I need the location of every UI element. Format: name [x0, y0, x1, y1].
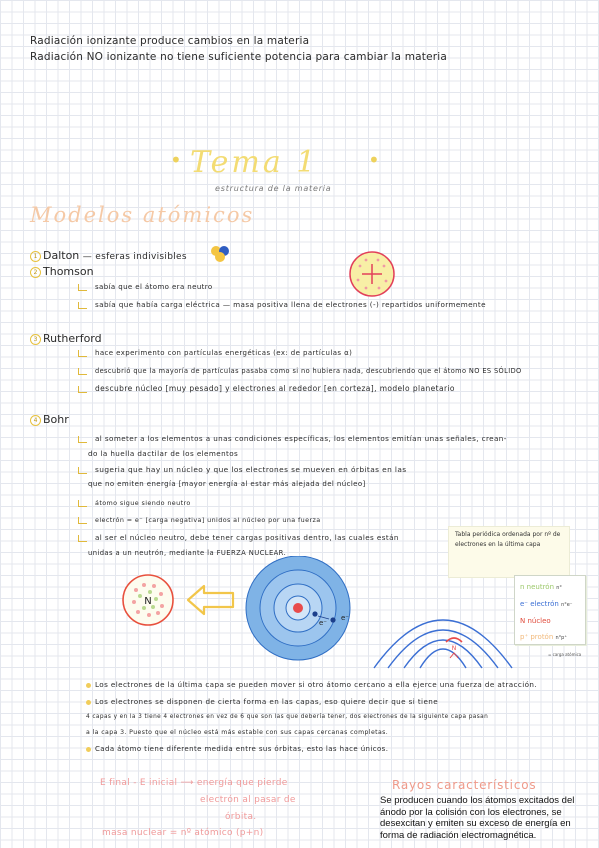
rutherford-item-3: descubre núcleo [muy pesado] y electrones al rededor [en corteza], modelo planetario [78, 384, 455, 393]
particle-legend [514, 575, 586, 645]
thomson-row [30, 265, 94, 278]
nuclear-mass-formula: masa nuclear = nº atómico (p+n) [102, 828, 264, 838]
bohr-item-5a: al ser el núcleo neutro, debe tener cargas positivas dentro, las cuales están [78, 533, 399, 542]
tema-title: Tema 1 [190, 145, 319, 180]
thomson-name: Thomson [43, 265, 94, 278]
bullet-2a: Los electrones se disponen de cierta forma en las capas, eso quiere decir que si tiene [86, 697, 438, 706]
bohr-item-3: átomo sigue siendo neutro [78, 499, 191, 507]
energy-levels-diagram [368, 590, 518, 670]
periodic-table-note: Tabla periódica ordenada por nº de electrones en la última capa [448, 526, 570, 578]
dalton-number: 1 [30, 251, 41, 262]
bohr-number: 4 [30, 415, 41, 426]
energy-line-2: electrón al pasar de [200, 795, 296, 805]
tema-dot-right: • [368, 148, 380, 172]
electron-label-2: e⁻ [341, 614, 350, 622]
thomson-item-2: sabía que había carga eléctrica — masa positiva llena de electrones (-) repartidos uniformemente [78, 300, 486, 309]
tema-dot-left: • [170, 148, 182, 172]
dalton-row [30, 249, 187, 262]
bullet-3: Cada átomo tiene diferente medida entre sus órbitas, esto las hace únicos. [86, 745, 388, 753]
dalton-spheres-icon [208, 243, 232, 263]
electron-label: e⁻ [319, 619, 328, 627]
intro-line-1: Radiación ionizante produce cambios en la materia [30, 35, 310, 47]
intro-line-2: Radiación NO ionizante no tiene suficiente potencia para cambiar la materia [30, 51, 448, 63]
bohr-atom-diagram [243, 556, 353, 666]
legend-caption: = carga atómica [548, 652, 582, 657]
thomson-item-1: sabía que el átomo era neutro [78, 283, 213, 291]
bohr-item-4: electrón = e⁻ [carga negativa] unidos al núcleo por una fuerza [78, 516, 321, 524]
rutherford-row [30, 332, 102, 345]
rayos-description: Se producen cuando los átomos excitados del ánodo por la colisión con los electrones, se desexcitan y emiten su exceso de energía en forma de radiación electromagnética. [380, 795, 575, 841]
rayos-title: Rayos característicos [392, 778, 537, 792]
bullet-1: Los electrones de la última capa se pueden mover si otro átomo cercano a ella ejerce una fuerza de atracción. [86, 680, 537, 689]
rutherford-name: Rutherford [43, 332, 102, 345]
section-title: Modelos atómicos [30, 203, 255, 227]
legend-item-electron: e⁻ electrón n°e⁻ [520, 600, 573, 608]
energy-formula: E final - E inicial ⟶ energía que pierde [100, 778, 288, 788]
dalton-name: Dalton [43, 249, 80, 262]
bohr-item-2b: que no emiten energía [mayor energía al estar más alejada del núcleo] [88, 480, 366, 488]
rutherford-item-1: hace experimento con partículas energéticas (ex: de partículas α) [78, 349, 352, 357]
energy-line-3: órbita. [225, 812, 257, 822]
legend-item-nucleus: N núcleo [520, 617, 551, 625]
bullet-2c: a la capa 3. Puesto que el núcleo está más estable con sus capas cercanas completas. [86, 729, 389, 736]
bohr-item-1a: al someter a los elementos a unas condiciones específicas, los elementos emitían unas señales, crean- [78, 434, 507, 443]
dalton-desc: — esferas indivisibles [82, 252, 187, 262]
thomson-plum-pudding-icon [346, 250, 398, 298]
thomson-number: 2 [30, 267, 41, 278]
bohr-item-2a: sugeria que hay un núcleo y que los electrones se mueven en órbitas en las [78, 465, 407, 474]
tema-subtitle: estructura de la materia [215, 184, 332, 193]
nucleus-drawing [120, 572, 176, 628]
bohr-item-1b: do la huella dactilar de los elementos [88, 449, 239, 458]
rutherford-number: 3 [30, 334, 41, 345]
bohr-row [30, 413, 69, 426]
arc-nucleus-label: N [451, 645, 457, 652]
legend-item-neutron: n neutrón n° [520, 583, 562, 591]
rutherford-item-2: descubrió que la mayoría de partículas pasaba como si no hubiera nada, descubriendo que el átomo NO ES SÓLIDO [78, 367, 522, 375]
bohr-name: Bohr [43, 413, 69, 426]
nucleus-label: N [144, 596, 152, 607]
left-arrow-icon [186, 583, 236, 617]
bullet-2b: 4 capas y en la 3 tiene 4 electrones en vez de 6 que son las que debería tener, dos electrones de la siguiente capa pasan [86, 714, 489, 720]
legend-item-proton: p⁺ protón n°p⁺ [520, 633, 567, 641]
bohr-item-5b: unidas a un neutrón, mediante la FUERZA NUCLEAR. [88, 549, 287, 557]
